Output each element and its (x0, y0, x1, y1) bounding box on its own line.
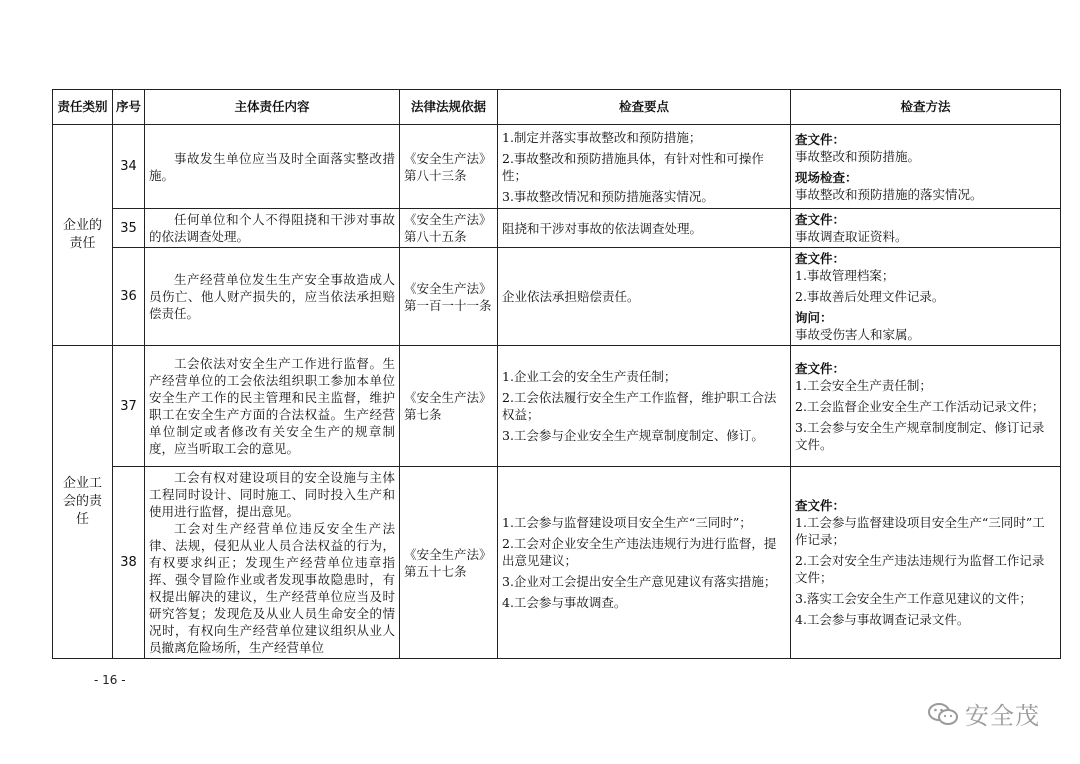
header-method: 检查方法 (791, 90, 1061, 125)
header-content: 主体责任内容 (145, 90, 400, 125)
check-point: 阻挠和干涉对事故的依法调查处理。 (502, 220, 703, 236)
points-cell (498, 248, 791, 346)
check-point: 2.事故整改和预防措施具体，有针对性和可操作性； (502, 150, 764, 183)
check-point: 2.工会依法履行安全生产工作监督，维护职工合法权益； (502, 390, 777, 422)
method-item: 事故受伤害人和家属。 (795, 327, 921, 342)
check-point: 企业依法承担赔偿责任。 (502, 289, 640, 304)
method-label: 查文件： (795, 212, 846, 227)
watermark (927, 696, 1040, 731)
method-item: 3.工会参与安全生产规章制度制定、修订记录文件。 (795, 419, 1045, 452)
method-item: 3.落实工会安全生产工作意见建议的文件； (795, 591, 1032, 606)
method-label: 查文件： (795, 498, 846, 513)
method-cell (791, 209, 1061, 248)
category-text: 企业工会的责任 (62, 476, 102, 527)
content-paragraph: 事故发生单位应当及时全面落实整改措施。 (149, 150, 395, 183)
method-item: 4.工会参与事故调查记录文件。 (795, 612, 970, 627)
points-cell (498, 467, 791, 659)
check-point: 2.工会对企业安全生产违法违规行为进行监督，提出意见建议； (502, 536, 777, 568)
method-cell (791, 467, 1061, 659)
method-item: 1.工会安全生产责任制； (795, 377, 932, 393)
seq-cell: 37 (113, 346, 145, 467)
category-cell (53, 346, 113, 659)
points-cell (498, 209, 791, 248)
seq-cell: 35 (113, 209, 145, 248)
law-cell (400, 467, 498, 659)
header-seq: 序号 (113, 90, 145, 125)
method-item: 2.工会监督企业安全生产工作活动记录文件； (795, 398, 1045, 414)
header-law: 法律法规依据 (400, 90, 498, 125)
content-cell (145, 467, 400, 659)
seq-cell: 36 (113, 248, 145, 346)
check-point: 1.制定并落实事故整改和预防措施； (502, 129, 702, 145)
law-text: 《安全生产法》第八十五条 (404, 212, 492, 244)
content-paragraph: 生产经营单位发生生产安全事故造成人员伤亡、他人财产损失的，应当依法承担赔偿责任。 (149, 272, 395, 321)
check-point: 3.企业对工会提出安全生产意见建议有落实措施； (502, 574, 777, 589)
category-text: 企业的责任 (62, 218, 102, 251)
method-item: 2.事故善后处理文件记录。 (795, 289, 945, 304)
content-paragraph: 任何单位和个人不得阻挠和干涉对事故的依法调查处理。 (149, 212, 395, 244)
law-cell (400, 346, 498, 467)
law-text: 《安全生产法》第五十七条 (404, 546, 492, 579)
method-item: 2.工会对安全生产违法违规行为监督工作记录文件； (795, 553, 1045, 585)
method-label: 现场检查： (795, 169, 858, 185)
category-cell (53, 125, 113, 346)
check-point: 4.工会参与事故调查。 (502, 595, 627, 610)
method-cell (791, 346, 1061, 467)
watermark-text: 安全茂 (965, 702, 1040, 730)
check-point: 3.事故整改情况和预防措施落实情况。 (502, 188, 714, 204)
method-item: 事故整改和预防措施的落实情况。 (795, 186, 983, 202)
method-cell (791, 248, 1061, 346)
table-row (53, 467, 1061, 659)
wechat-icon (927, 701, 959, 727)
points-cell (498, 125, 791, 209)
content-paragraph: 工会对生产经营单位违反安全生产法律、法规，侵犯从业人员合法权益的行为，有权要求纠正；发现生产经营单位违章指挥、强令冒险作业或者发现事故隐患时，有权提出解决的建议，生产经营单位应当及时研究答复；发现危及从业人员生命安全的情况时，有权向生产经营单位建议组织从业人员撤离危险场所，生产经营单位 (149, 521, 395, 655)
page-number: - 16 - (94, 673, 126, 687)
law-text: 《安全生产法》第七条 (404, 390, 492, 422)
law-cell (400, 248, 498, 346)
table-row (53, 248, 1061, 346)
seq-cell: 34 (113, 125, 145, 209)
content-cell (145, 248, 400, 346)
header-points: 检查要点 (498, 90, 791, 125)
method-item: 事故整改和预防措施。 (795, 148, 921, 164)
header-category: 责任类别 (53, 90, 113, 125)
check-point: 1.企业工会的安全生产责任制； (502, 369, 677, 384)
table-row (53, 209, 1061, 248)
table-row (53, 125, 1061, 209)
content-cell (145, 346, 400, 467)
law-text: 《安全生产法》第八十三条 (404, 150, 492, 183)
content-paragraph: 工会有权对建设项目的安全设施与主体工程同时设计、同时施工、同时投入生产和使用进行监督，提出意见。 (149, 470, 395, 519)
points-cell (498, 346, 791, 467)
content-cell (145, 209, 400, 248)
check-point: 1.工会参与监督建设项目安全生产“三同时”； (502, 515, 752, 530)
responsibility-table (52, 89, 1061, 659)
method-item: 1.工会参与监督建设项目安全生产“三同时”工作记录； (795, 515, 1045, 547)
law-cell (400, 209, 498, 248)
table-row (53, 346, 1061, 467)
law-text: 《安全生产法》第一百一十一条 (404, 280, 492, 313)
check-point: 3.工会参与企业安全生产规章制度制定、修订。 (502, 428, 764, 443)
seq-cell: 38 (113, 467, 145, 659)
table-header-row (53, 90, 1061, 125)
method-label: 询问： (795, 310, 833, 325)
method-cell (791, 125, 1061, 209)
method-label: 查文件： (795, 251, 846, 266)
method-label: 查文件： (795, 360, 846, 376)
method-label: 查文件： (795, 131, 846, 147)
method-item: 1.事故管理档案； (795, 268, 895, 283)
content-cell (145, 125, 400, 209)
content-paragraph: 工会依法对安全生产工作进行监督。生产经营单位的工会依法组织职工参加本单位安全生产工作的民主管理和民主监督，维护职工在安全生产方面的合法权益。生产经营单位制定或者修改有关安全生产的规章制度，应当听取工会的意见。 (149, 356, 395, 456)
law-cell (400, 125, 498, 209)
method-item: 事故调查取证资料。 (795, 229, 908, 244)
